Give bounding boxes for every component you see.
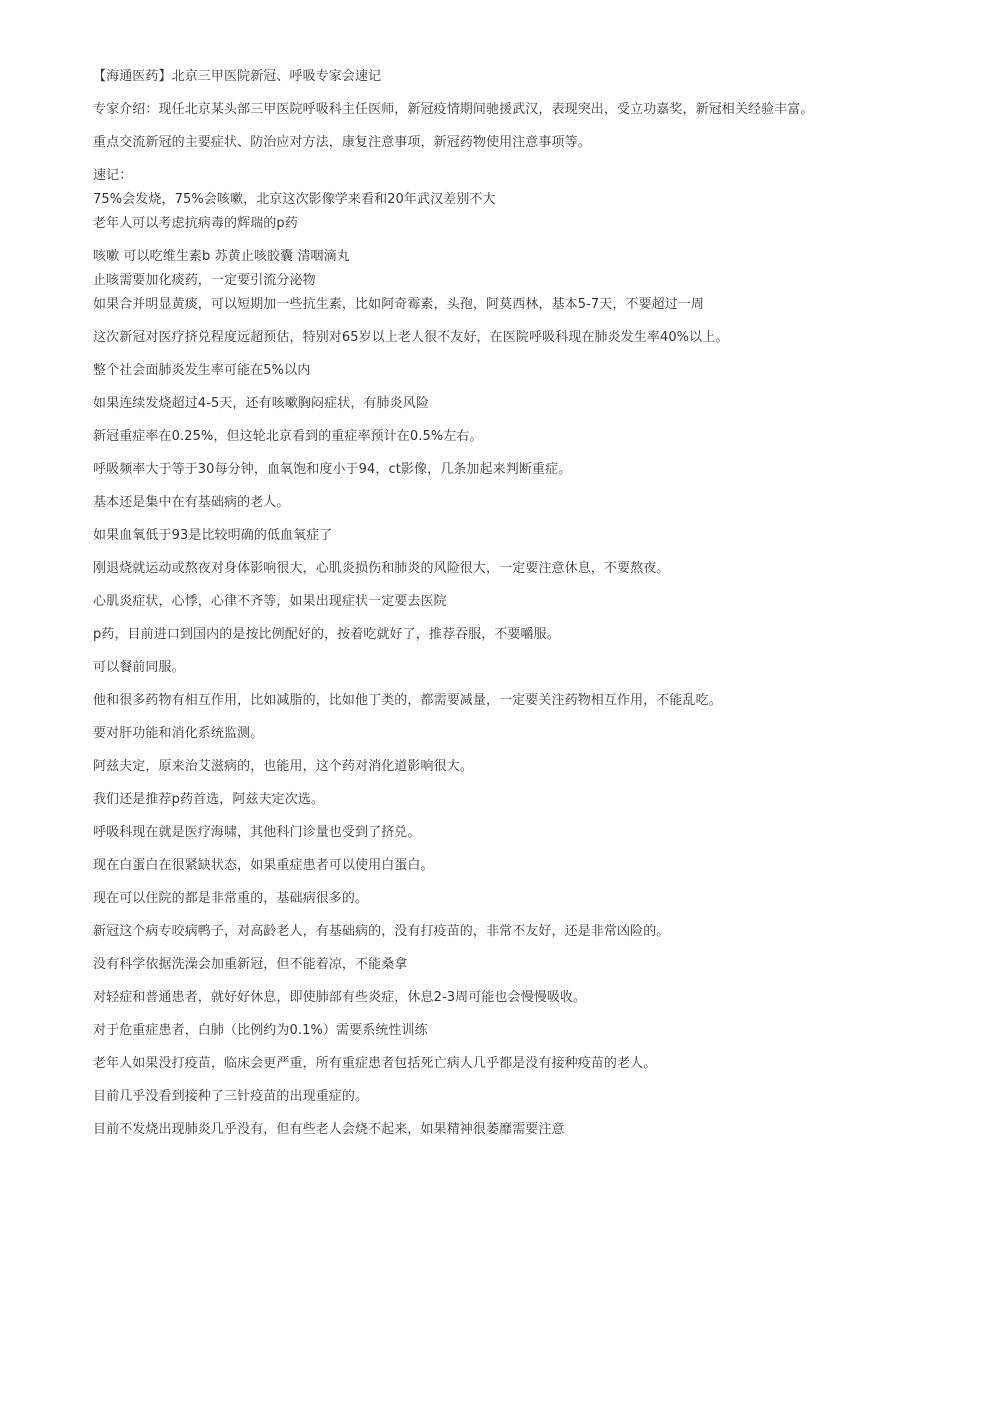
note-line: 新冠重症率在0.25%，但这轮北京看到的重症率预计在0.5%左右。: [93, 429, 483, 444]
expert-intro: 专家介绍：现任北京某头部三甲医院呼吸科主任医师，新冠疫情期间驰援武汉，表现突出，受立功嘉奖，新冠相关经验丰富。: [93, 102, 814, 117]
note-line: 他和很多药物有相互作用，比如减脂的，比如他丁类的，都需要减量，一定要关注药物相互作用，不能乱吃。: [93, 693, 722, 708]
note-line: 如果合并明显黄痰，可以短期加一些抗生素，比如阿奇霉素，头孢，阿莫西林，基本5-7天，不要超过一周: [93, 297, 705, 312]
note-line: 老年人可以考虑抗病毒的辉瑞的p药: [93, 216, 298, 231]
note-line: 呼吸科现在就是医疗海啸，其他科门诊量也受到了挤兑。: [93, 825, 421, 840]
note-line: 现在可以住院的都是非常重的，基础病很多的。: [93, 891, 369, 906]
note-line: p药，目前进口到国内的是按比例配好的，按着吃就好了，推荐吞服，不要嚼服。: [93, 627, 560, 642]
note-line: 我们还是推荐p药首选，阿兹夫定次选。: [93, 792, 325, 807]
note-line: 现在白蛋白在很紧缺状态，如果重症患者可以使用白蛋白。: [93, 858, 434, 873]
note-line: 对于危重症患者，白肺（比例约为0.1%）需要系统性训练: [93, 1023, 428, 1038]
note-line: 基本还是集中在有基础病的老人。: [93, 495, 290, 510]
note-line: 整个社会面肺炎发生率可能在5%以内: [93, 363, 311, 378]
note-line: 咳嗽 可以吃维生素b 苏黄止咳胶囊 清咽滴丸: [93, 249, 350, 264]
note-line: 心肌炎症状，心悸，心律不齐等，如果出现症状一定要去医院: [93, 594, 447, 609]
note-line: 老年人如果没打疫苗，临床会更严重，所有重症患者包括死亡病人几乎都是没有接种疫苗的老人。: [93, 1056, 657, 1071]
note-line: 如果连续发烧超过4-5天，还有咳嗽胸闷症状，有肺炎风险: [93, 396, 429, 411]
document-title: 【海通医药】北京三甲医院新冠、呼吸专家会速记: [93, 69, 382, 84]
note-line: 阿兹夫定，原来治艾滋病的，也能用，这个药对消化道影响很大。: [93, 759, 473, 774]
note-line: 要对肝功能和消化系统监测。: [93, 726, 264, 741]
note-line: 可以餐前同服。: [93, 660, 185, 675]
document-body: [93, 67, 953, 1140]
discussion-focus: 重点交流新冠的主要症状、防治应对方法，康复注意事项，新冠药物使用注意事项等。: [93, 135, 591, 150]
note-line: 呼吸频率大于等于30每分钟，血氧饱和度小于94，ct影像，几条加起来判断重症。: [93, 462, 572, 477]
note-line: 这次新冠对医疗挤兑程度远超预估，特别对65岁以上老人很不友好，在医院呼吸科现在肺炎发生率40%以上。: [93, 330, 729, 345]
note-line: 新冠这个病专咬病鸭子，对高龄老人，有基础病的，没有打疫苗的，非常不友好，还是非常凶险的。: [93, 924, 670, 939]
note-line: 75%会发烧，75%会咳嗽，北京这次影像学来看和20年武汉差别不大: [93, 192, 496, 207]
note-line: 止咳需要加化痰药，一定要引流分泌物: [93, 273, 316, 288]
notes-label: 速记：: [93, 168, 133, 183]
note-line: 刚退烧就运动或熬夜对身体影响很大，心肌炎损伤和肺炎的风险很大，一定要注意休息，不要熬夜。: [93, 561, 670, 576]
note-line: 没有科学依据洗澡会加重新冠，但不能着凉，不能桑拿: [93, 957, 408, 972]
note-line: 目前几乎没看到接种了三针疫苗的出现重症的。: [93, 1089, 369, 1104]
note-line: 如果血氧低于93是比较明确的低血氧症了: [93, 528, 333, 543]
note-line: 目前不发烧出现肺炎几乎没有，但有些老人会烧不起来，如果精神很萎靡需要注意: [93, 1122, 565, 1137]
note-line: 对轻症和普通患者，就好好休息，即使肺部有些炎症，休息2-3周可能也会慢慢吸收。: [93, 990, 587, 1005]
